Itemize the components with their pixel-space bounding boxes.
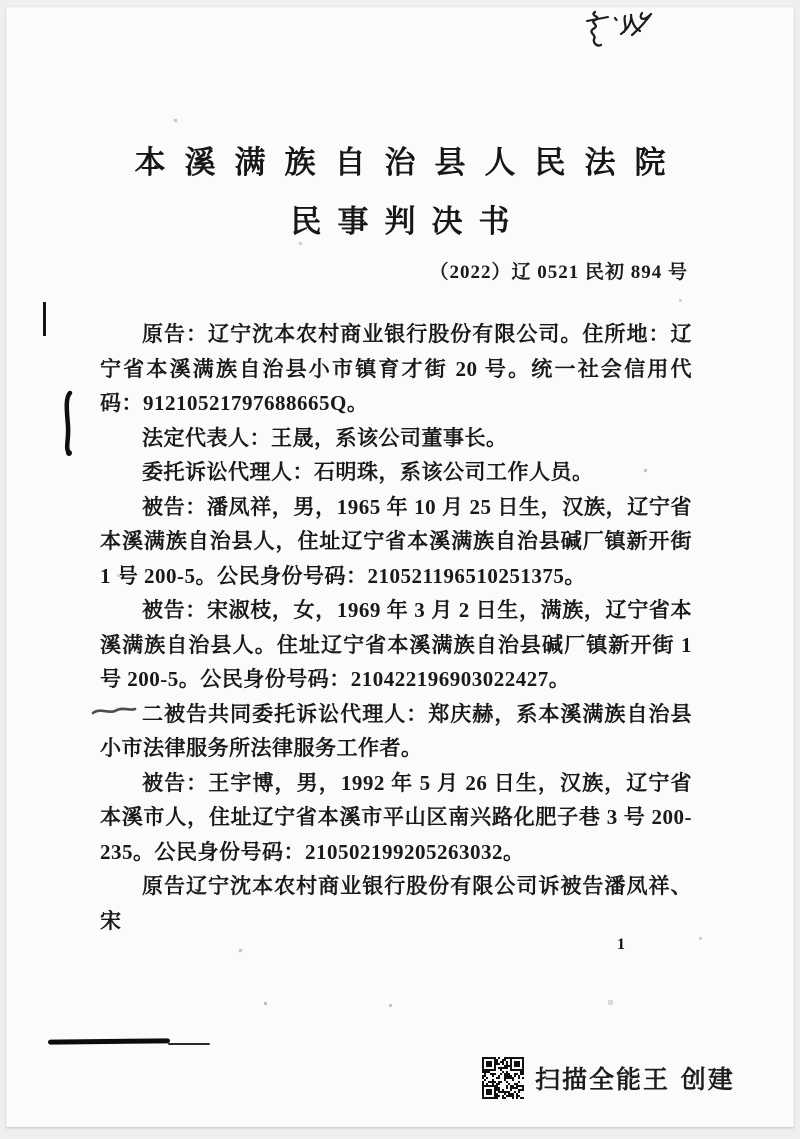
body-paragraph: 被告：王宇博，男，1992 年 5 月 26 日生，汉族，辽宁省本溪市人，住址辽宁省本溪市平山区南兴路化肥子巷 3 号 200-235。公民身份号码：210502199205263032。: [100, 770, 692, 864]
scan-noise-speckles: [0, 0, 1, 1]
body-paragraph: 被告：潘凤祥，男，1965 年 10 月 25 日生，汉族，辽宁省本溪满族自治县人，住址辽宁省本溪满族自治县碱厂镇新开街 1 号 200-5。公民身份号码：210521196510251375。: [100, 494, 692, 588]
scan-mark-vertical-line: [43, 302, 46, 336]
case-number: （2022）辽 0521 民初 894 号: [429, 262, 688, 283]
body-paragraph: 被告：宋淑枝，女，1969 年 3 月 2 日生，满族，辽宁省本溪满族自治县人。住址辽宁省本溪满族自治县碱厂镇新开街 1 号 200-5。公民身份号码：210422196903022427。: [100, 598, 692, 691]
scanner-label: 扫描全能王 创建: [535, 1065, 735, 1094]
page-number: 1: [617, 936, 625, 953]
body-paragraph: 原告：辽宁沈本农村商业银行股份有限公司。住所地：辽宁省本溪满族自治县小市镇育才街 20 号。统一社会信用代码：91210521797688665Q。: [100, 322, 692, 415]
document-body: [100, 317, 692, 938]
body-paragraph: 委托诉讼代理人：石明珠，系该公司工作人员。: [142, 460, 594, 484]
scan-mark-pen-stroke: [59, 390, 79, 458]
scan-mark-dash: [90, 703, 138, 719]
scan-mark-smudge-tail: [168, 1043, 210, 1045]
body-paragraph: 二被告共同委托诉讼代理人：郑庆赫，系本溪满族自治县小市法律服务所法律服务工作者。: [100, 701, 692, 760]
court-name: 本溪满族自治县人民法院: [134, 145, 685, 180]
qr-code-icon: [482, 1057, 524, 1099]
body-paragraph: 法定代表人：王晟，系该公司董事长。: [142, 425, 508, 450]
body-paragraph: 原告辽宁沈本农村商业银行股份有限公司诉被告潘凤祥、宋: [100, 874, 692, 933]
document-type-title: 民事判决书: [290, 204, 526, 239]
camscanner-watermark: [482, 1055, 735, 1101]
handwritten-annotation: [570, 4, 662, 52]
